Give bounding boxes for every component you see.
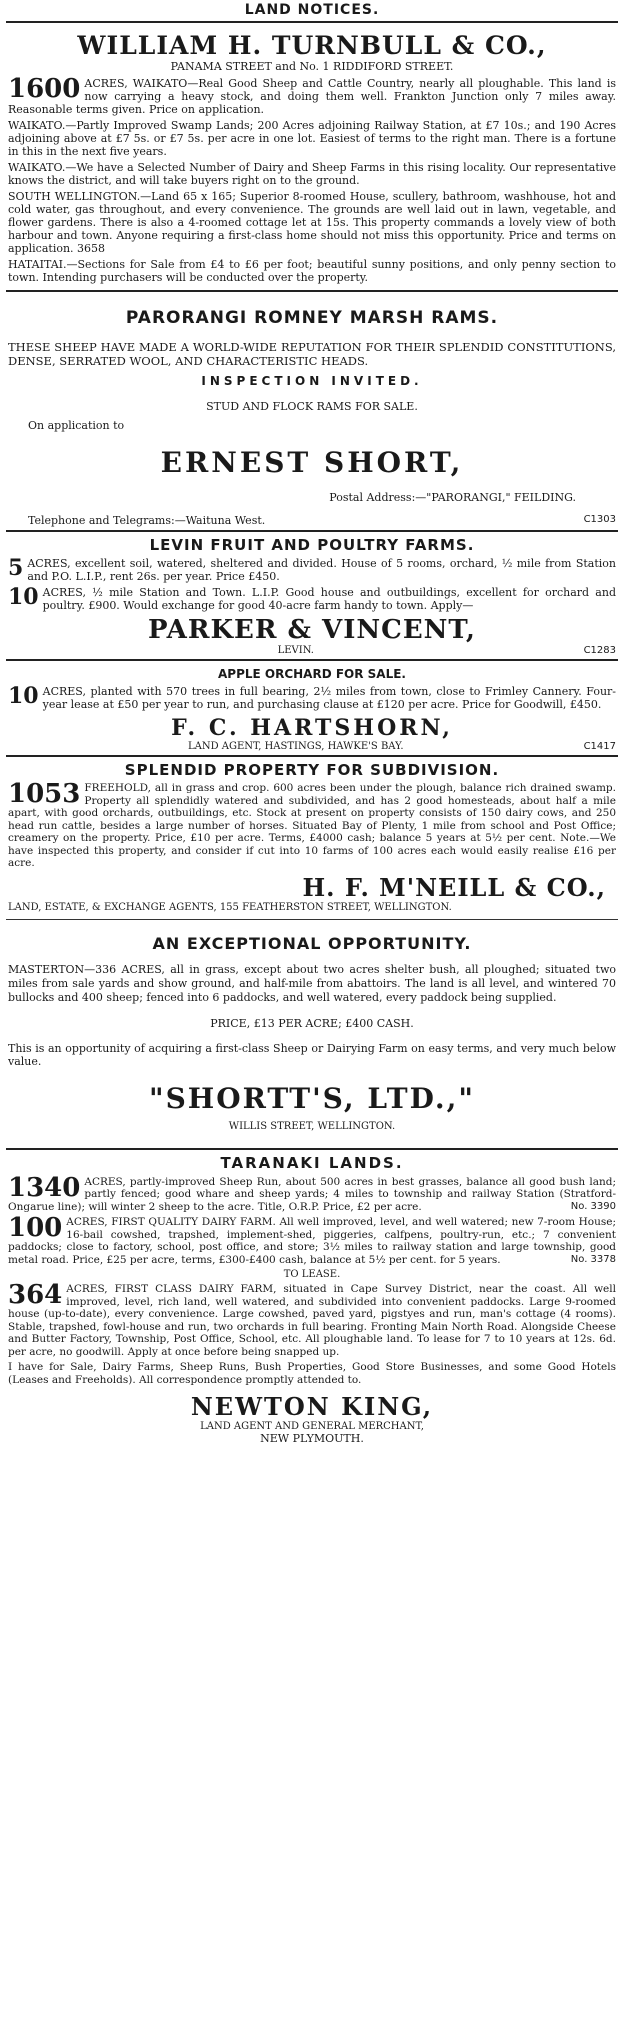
- taranaki-place: NEW PLYMOUTH.: [260, 1432, 364, 1445]
- apple-text: ACRES, planted with 570 trees in full bearing, 2½ miles from town, close to Frimley Cannery. Four-year lease at £50 per year to run, and purchasing clause at £120 per acre. Price for Goodwill, £450.: [42, 685, 616, 711]
- levin-p1-text: ACRES, excellent soil, watered, sheltered and divided. House of 5 rooms, orchard, ½ mile from Station and P.O. L.I.P., rent 26s. per year. Price £450.: [27, 557, 616, 583]
- divider: [6, 530, 618, 532]
- parorangi-title: PARORANGI ROMNEY MARSH RAMS.: [125, 308, 499, 328]
- parorangi-inspection: INSPECTION INVITED.: [201, 374, 423, 388]
- parorangi-code: C1303: [583, 514, 616, 525]
- apple-code: C1417: [583, 741, 616, 752]
- taranaki-p1-code: No. 3390: [570, 1200, 616, 1212]
- apple-sub: LAND AGENT, HASTINGS, HAWKE'S BAY.: [187, 741, 404, 752]
- apple-title: APPLE ORCHARD FOR SALE.: [217, 667, 406, 681]
- parorangi-body: THESE SHEEP HAVE MADE A WORLD-WIDE REPUTATION FOR THEIR SPLENDID CONSTITUTIONS, DENSE, SERRATED WOOL, AND CHARACTERISTIC HEADS.: [8, 340, 616, 368]
- parorangi-ad: [0, 308, 624, 527]
- exceptional-sub: WILLIS STREET, WELLINGTON.: [228, 1120, 396, 1132]
- apple-name: F. C. HARTSHORN,: [171, 715, 453, 741]
- splendid-name: H. F. M'NEILL & CO.,: [302, 872, 606, 902]
- exceptional-name: "SHORTT'S, LTD.,": [148, 1081, 475, 1115]
- levin-name: PARKER & VINCENT,: [148, 615, 476, 645]
- divider: [6, 659, 618, 661]
- turnbull-p2-text: WAIKATO.—Partly Improved Swamp Lands; 200 Acres adjoining Railway Station, at £7 10s.; and 190 Acres adjoining above at £7 5s. or £7 5s. per acre in one lot. Easiest of terms to the right man. There is a fortune in this in the next five years.: [8, 119, 616, 158]
- parorangi-on-application: On application to: [28, 419, 125, 432]
- exceptional-text2: This is an opportunity of acquiring a first-class Sheep or Dairying Farm on easy terms, and very much below value.: [8, 1041, 616, 1068]
- parorangi-name: ERNEST SHORT,: [160, 446, 464, 479]
- levin-place: LEVIN.: [277, 645, 314, 656]
- turnbull-p1-number: 1600: [8, 77, 81, 104]
- taranaki-ad: [0, 1154, 624, 1446]
- exceptional-title: AN EXCEPTIONAL OPPORTUNITY.: [152, 933, 472, 953]
- taranaki-title: TARANAKI LANDS.: [220, 1153, 404, 1172]
- taranaki-p4-text: I have for Sale, Dairy Farms, Sheep Runs, Bush Properties, Good Store Businesses, and some Good Hotels (Leases and Freeholds). All correspondence promptly attended to.: [8, 1361, 616, 1386]
- exceptional-text: MASTERTON—336 ACRES, all in grass, except about two acres shelter bush, all ploughed; situated two miles from sale yards and show ground, and half-mile from abattoirs. The land is all level, and wintered 70 bullocks and 400 sheep; fenced into 6 paddocks, and well watered, every paddock being supplied.: [8, 962, 616, 1004]
- splendid-text: FREEHOLD, all in grass and crop. 600 acres been under the plough, balance rich drained swamp. Property all splendidly watered and subdivided, and has 2 good homesteads, about half a mile apart, with good orchards, outbuildings, etc. Stock at present on property consists of 150 dairy cows, and 250 head run cattle, besides a large number of horses. Situated Bay of Plenty, 1 mile from school and Post Office; creamery on the property. Price, £10 per acre. Terms, £4000 cash; balance 5 years at 5½ per cent. Note.—We have inspected this property, and consider if cut into 10 farms of 100 acres each would easily realise £16 per acre.: [8, 782, 616, 869]
- turnbull-p5-text: HATAITAI.—Sections for Sale from £4 to £6 per foot; beautiful sunny positions, and only penny section to town. Intending purchasers will be conducted over the property.: [8, 258, 616, 284]
- taranaki-p1-number: 1340: [8, 1175, 81, 1203]
- turnbull-name: WILLIAM H. TURNBULL & CO.,: [77, 31, 547, 60]
- apple-ad: [0, 667, 624, 752]
- levin-title: LEVIN FRUIT AND POULTRY FARMS.: [149, 536, 475, 554]
- levin-code: C1283: [583, 645, 616, 656]
- splendid-number: 1053: [8, 782, 81, 809]
- divider: [6, 1148, 618, 1150]
- taranaki-p3-text: ACRES, FIRST CLASS DAIRY FARM, situated in Cape Survey District, near the coast. All well improved, level, rich land, well watered, and subdivided into convenient paddocks. Large 9-roomed house (up-to-date), every convenience. Large cowshed, paved yard, pigstyes and run, man's cottage (4 rooms). Stable, trapshed, fowl-house and run, two orchards in full bearing. Fronting Main North Road. Alongside Cheese and Butter Factory, Township, Post Office, School, etc. All ploughable land. To lease for 7 to 10 years at 12s. 6d. per acre, no goodwill. Apply at once before being snapped up.: [8, 1283, 616, 1358]
- taranaki-lease: TO LEASE.: [283, 1269, 341, 1280]
- divider: [6, 755, 618, 757]
- taranaki-sub: LAND AGENT AND GENERAL MERCHANT,: [200, 1421, 424, 1432]
- taranaki-p2-text: ACRES, FIRST QUALITY DAIRY FARM. All well improved, level, and well watered; new 7-room House; 16-bail cowshed, trapshed, implement-shed, piggeries, calfpens, poultry-run, etc.; 7 convenient paddocks; close to factory, school, post office, and store; 3½ miles to railway station and large township, good metal road. Price, £25 per acre, terms, £300-£400 cash, balance at 5½ per cent. for 5 years.: [8, 1216, 616, 1266]
- taranaki-name: NEWTON KING,: [190, 1392, 434, 1421]
- levin-p2-text: ACRES, ½ mile Station and Town. L.I.P. Good house and outbuildings, excellent for orchard and poultry. £900. Would exchange for good 40-acre farm handy to town. Apply—: [42, 586, 616, 612]
- levin-p2-number: 10: [8, 586, 39, 610]
- divider: [6, 919, 618, 920]
- taranaki-p3-number: 364: [8, 1283, 63, 1310]
- taranaki-p2-number: 100: [8, 1216, 63, 1243]
- turnbull-p4-text: SOUTH WELLINGTON.—Land 65 x 165; Superior 8-roomed House, scullery, bathroom, washhouse, hot and cold water, gas throughout, and every convenience. The grounds are well laid out in lawn, vegetable, and flower gardens. There is also a 4-roomed cottage let at 15s. This property commands a lovely view of both harbour and town. Anyone requiring a first-class home should not miss this opportunity. Price and terms on application. 3658: [8, 190, 616, 255]
- parorangi-stud: STUD AND FLOCK RAMS FOR SALE.: [206, 400, 418, 413]
- levin-ad: [0, 536, 624, 656]
- splendid-ad: [0, 761, 624, 913]
- apple-number: 10: [8, 685, 39, 709]
- turnbull-p1-text: ACRES, WAIKATO—Real Good Sheep and Cattle Country, nearly all ploughable. This land is now carrying a heavy stock, and doing them well. Frankton Junction only 7 miles away. Reasonable terms given. Price on application.: [8, 77, 616, 116]
- exceptional-price: PRICE, £13 PER ACRE; £400 CASH.: [210, 1016, 414, 1030]
- taranaki-p1-text: ACRES, partly-improved Sheep Run, about 500 acres in best grasses, balance all good bush land; partly fenced; good whare and sheep yards; 4 miles to township and railway Station (Stratford-Ongarue line); will winter 2 sheep to the acre. Title, O.R.P. Price, £2 per acre.: [8, 1175, 616, 1213]
- levin-p1-number: 5: [8, 557, 24, 581]
- parorangi-postal: Postal Address:—"PARORANGI," FEILDING.: [329, 491, 576, 504]
- divider: [6, 21, 618, 23]
- splendid-sub: LAND, ESTATE, & EXCHANGE AGENTS, 155 FEATHERSTON STREET, WELLINGTON.: [8, 901, 452, 913]
- splendid-title: SPLENDID PROPERTY FOR SUBDIVISION.: [124, 761, 500, 779]
- turnbull-p3-text: WAIKATO.—We have a Selected Number of Dairy and Sheep Farms in this rising locality. Our representative knows the district, and will take buyers right on to the ground.: [8, 161, 616, 187]
- divider: [6, 290, 618, 292]
- turnbull-ad: [0, 31, 624, 284]
- parorangi-telephone: Telephone and Telegrams:—Waituna West.: [28, 514, 266, 527]
- turnbull-address: PANAMA STREET and No. 1 RIDDIFORD STREET.: [170, 60, 454, 73]
- page-header: LAND NOTICES.: [244, 2, 380, 18]
- taranaki-p2-code: No. 3378: [570, 1253, 616, 1265]
- exceptional-ad: [0, 934, 624, 1132]
